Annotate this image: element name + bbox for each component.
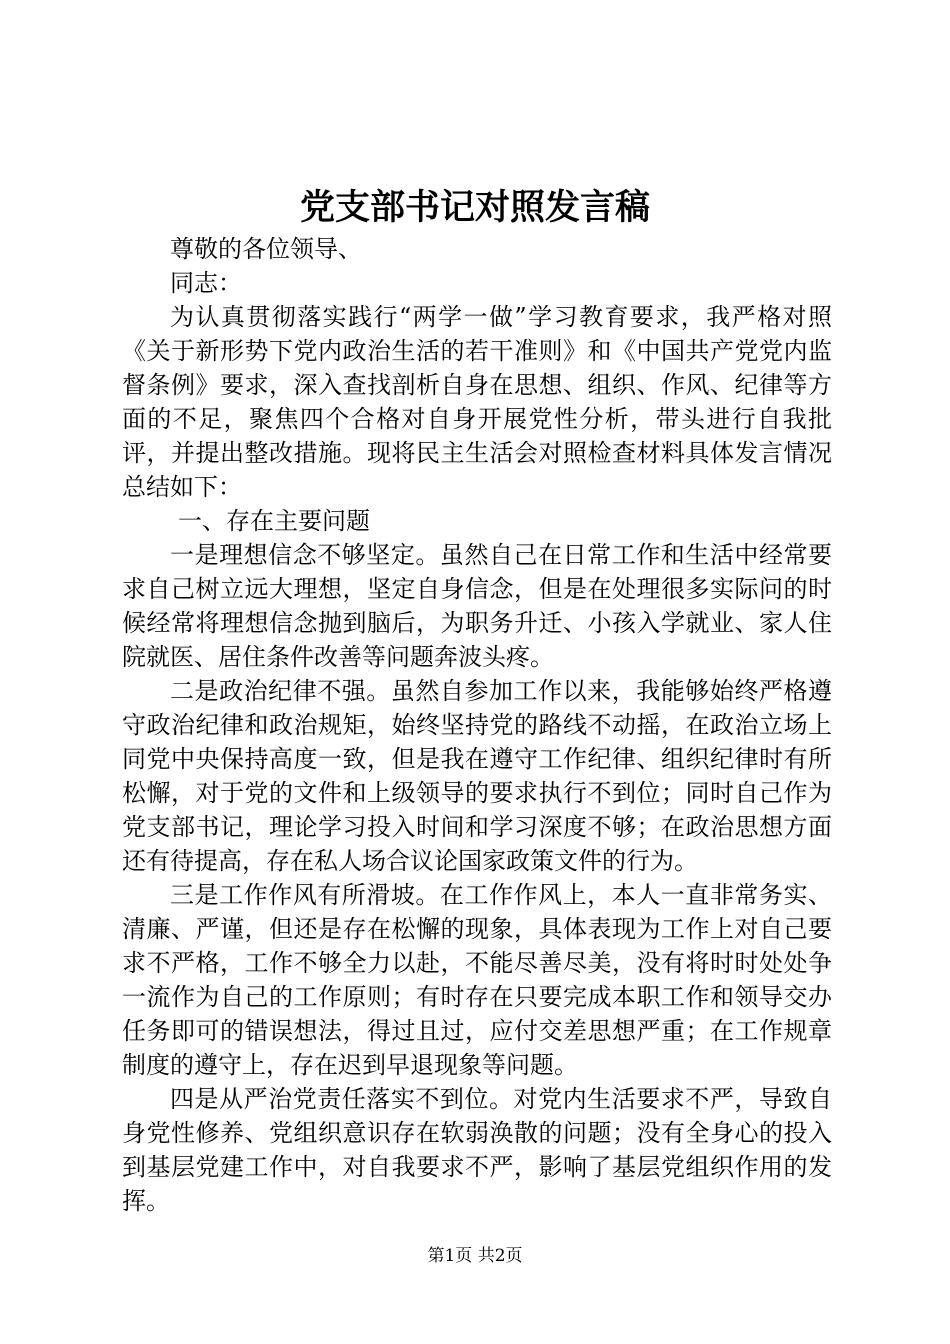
paragraph-responsibility: 四是从严治党责任落实不到位。对党内生活要求不严，导致自身党性修养、党组织意识存在软弱涣散的问题；没有全身心的投入到基层党建工作中，对自我要求不严，影响了基层党组织作用的发挥。	[122, 1085, 832, 1215]
document-body	[122, 232, 832, 1218]
salutation-line-1: 尊敬的各位领导、	[170, 235, 362, 263]
paragraph-ideals: 一是理想信念不够坚定。虽然自己在日常工作和生活中经常要求自己树立远大理想，坚定自身信念，但是在处理很多实际问的时候经常将理想信念抛到脑后，为职务升迁、小孩入学就业、家人住院就医、居住条件改善等问题奔波头疼。	[122, 541, 832, 671]
section-heading: 一、存在主要问题	[178, 507, 370, 535]
paragraph-discipline: 二是政治纪律不强。虽然自参加工作以来，我能够始终严格遵守政治纪律和政治规矩，始终坚持党的路线不动摇，在政治立场上同党中央保持高度一致，但是我在遵守工作纪律、组织纪律时有所松懈，对于党的文件和上级领导的要求执行不到位；同时自己作为党支部书记，理论学习投入时间和学习深度不够；在政治思想方面还有待提高，存在私人场合议论国家政策文件的行为。	[122, 677, 832, 875]
document-title: 党支部书记对照发言稿	[299, 187, 650, 228]
intro-paragraph: 为认真贯彻落实践行“两学一做”学习教育要求，我严格对照《关于新形势下党内政治生活的若干准则》和《中国共产党党内监督条例》要求，深入查找剖析自身在思想、组织、作风、纪律等方面的不足，聚焦四个合格对自身开展党性分析，带头进行自我批评，并提出整改措施。现将民主生活会对照检查材料具体发言情况总结如下：	[122, 303, 832, 501]
page-number-footer: 第1页 共2页	[427, 1246, 523, 1266]
salutation-line-2: 同志：	[170, 269, 242, 297]
paragraph-work-style: 三是工作作风有所滑坡。在工作作风上，本人一直非常务实、清廉、严谨，但还是存在松懈的现象，具体表现为工作上对自己要求不严格，工作不够全力以赴，不能尽善尽美，没有将时时处处争一流作为自己的工作原则；有时存在只要完成本职工作和领导交办任务即可的错误想法，得过且过，应付交差思想严重；在工作规章制度的遵守上，存在迟到早退现象等问题。	[122, 881, 832, 1079]
